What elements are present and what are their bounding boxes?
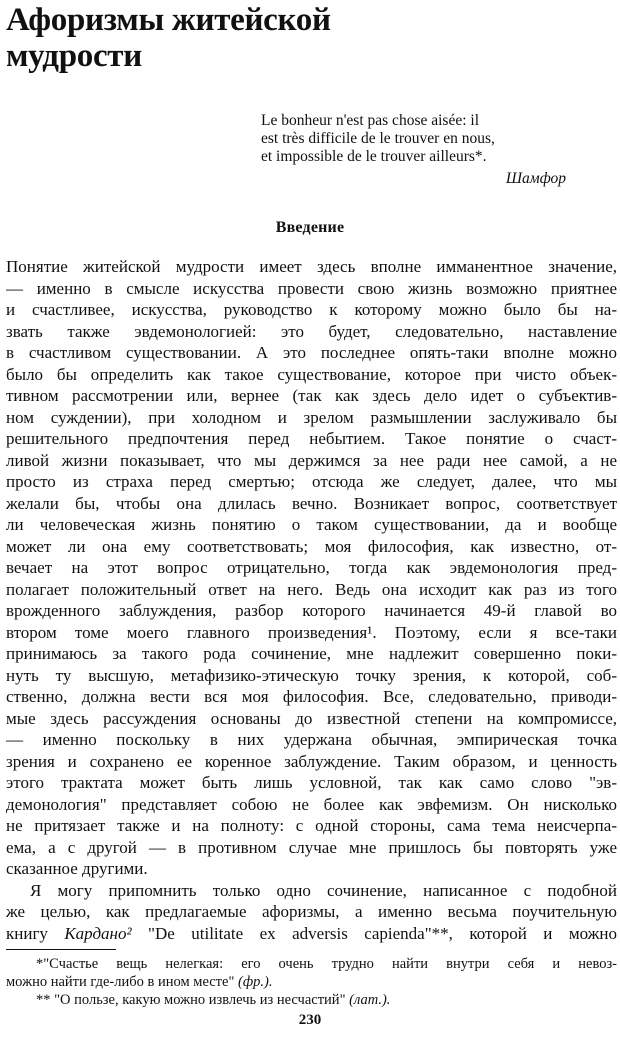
text-line: звать также эвдемонологией: это будет, следовательно, наставление xyxy=(6,321,617,341)
text-line: ли человеческая жизнь понятию о таком существовании, да и вообще xyxy=(6,515,617,534)
text-line: вечает на этот вопрос отрицательно, тогда как эвдемонология пред- xyxy=(6,558,617,577)
footnote-line xyxy=(6,991,617,1009)
footnote-lang: (лат.). xyxy=(349,992,391,1008)
body-text xyxy=(6,256,617,944)
text-line: желали бы, чтобы она длилась вечно. Возникает вопрос, соответствует xyxy=(6,493,617,513)
chapter-title: Афоризмы житейской мудрости xyxy=(6,2,331,74)
footnote-text: можно найти где-либо в ином месте" xyxy=(6,974,238,990)
text-line: ема, а с другой — в противном случае мне пришлось бы повторять уже xyxy=(6,837,617,857)
epigraph xyxy=(261,112,561,166)
text-line: Понятие житейской мудрости имеет здесь вполне имманентное значение, xyxy=(6,257,617,276)
text-line: — именно поскольку в них удержана обычная, эмпирическая точка xyxy=(6,730,617,749)
footnote-lang: (фр.). xyxy=(238,974,273,990)
text-line: было бы определить как такое существование, которое при чисто объек- xyxy=(6,364,617,384)
text-fragment: "De utilitate ex adversis capienda"**, которой и можно xyxy=(131,923,617,943)
text-line: тивном рассмотрении или, вернее (так как здесь дело идет о субъектив- xyxy=(6,386,617,405)
text-line: не притязает также и на полноту: с одной стороны, сама тема неисчерпа- xyxy=(6,816,617,835)
text-fragment: книгу xyxy=(6,923,65,943)
footnote-text: ** "О пользе, какую можно извлечь из несчастий" xyxy=(36,992,350,1008)
epigraph-line: est très difficile de le trouver en nous, xyxy=(261,130,495,147)
text-line: зрения и сохранено ее коренное заблуждение. Таким образом, и ценность xyxy=(6,751,617,771)
text-line: мые здесь рассуждения основаны до известной степени на компромиссе, xyxy=(6,708,617,728)
text-line: втором томе моего главного произведения¹. Поэтому, если я все-таки xyxy=(6,622,617,642)
text-line: полагает положительный ответ на него. Ведь она исходит как раз из того xyxy=(6,579,617,599)
text-line: решительного предпочтения перед небытием. Такое понятие о счаст- xyxy=(6,429,617,448)
text-line: демонология" представляет собою не более как эвфемизм. Он нисколько xyxy=(6,794,617,814)
text-line: сказанное другими. xyxy=(6,859,148,878)
text-line xyxy=(6,923,617,945)
text-line: в счастливом существовании. А это последнее опять-таки вполне можно xyxy=(6,343,617,362)
text-line: может ли она ему соответствовать; моя философия, как известно, от- xyxy=(6,536,617,556)
page-number: 230 xyxy=(298,1012,322,1028)
footnotes xyxy=(6,955,617,1009)
text-line: Я могу припомнить только одно сочинение, написанное с подобной xyxy=(30,880,617,900)
text-line: врожденного заблуждения, разбор которого начинается 49-й главой во xyxy=(6,601,617,620)
footnote-divider xyxy=(6,949,116,950)
text-line: ственно, должна вести вся моя философия. Все, следовательно, приводи- xyxy=(6,687,617,706)
epigraph-line: Le bonheur n'est pas chose aisée: il xyxy=(261,112,479,129)
epigraph-line: et impossible de le trouver ailleurs*. xyxy=(261,148,487,165)
author-name: Кардано² xyxy=(64,923,132,943)
text-line: этого трактата может быть лишь условной, так как само слово "эв- xyxy=(6,773,617,792)
text-line: нуть ту высшую, метафизико-этическую точку зрения, к которой, соб- xyxy=(6,665,617,685)
text-line: ном суждении), при холодном и зрелом размышлении заслуживало бы xyxy=(6,407,617,427)
text-line: просто из страха перед смертью; отсюда же следует, далее, что мы xyxy=(6,472,617,491)
text-line: же целью, как предлагаемые афоризмы, а именно весьма поучительную xyxy=(6,902,617,921)
epigraph-author: Шамфор xyxy=(505,170,566,187)
section-heading: Введение xyxy=(275,219,345,236)
footnote-line: *"Счастье вещь нелегкая: его очень трудно найти внутри себя и невоз- xyxy=(36,956,617,972)
text-line: и счастливее, искусства, руководство к которому можно было бы на- xyxy=(6,300,617,319)
text-line: принимаюсь за такого рода сочинение, мне надлежит совершенно поки- xyxy=(6,644,617,663)
text-line: — именно в смысле искусства провести свою жизнь возможно приятнее xyxy=(6,278,617,298)
text-line: ливой жизни показывает, что мы держимся за нее ради нее самой, а не xyxy=(6,450,617,470)
footnote-line xyxy=(6,973,617,991)
